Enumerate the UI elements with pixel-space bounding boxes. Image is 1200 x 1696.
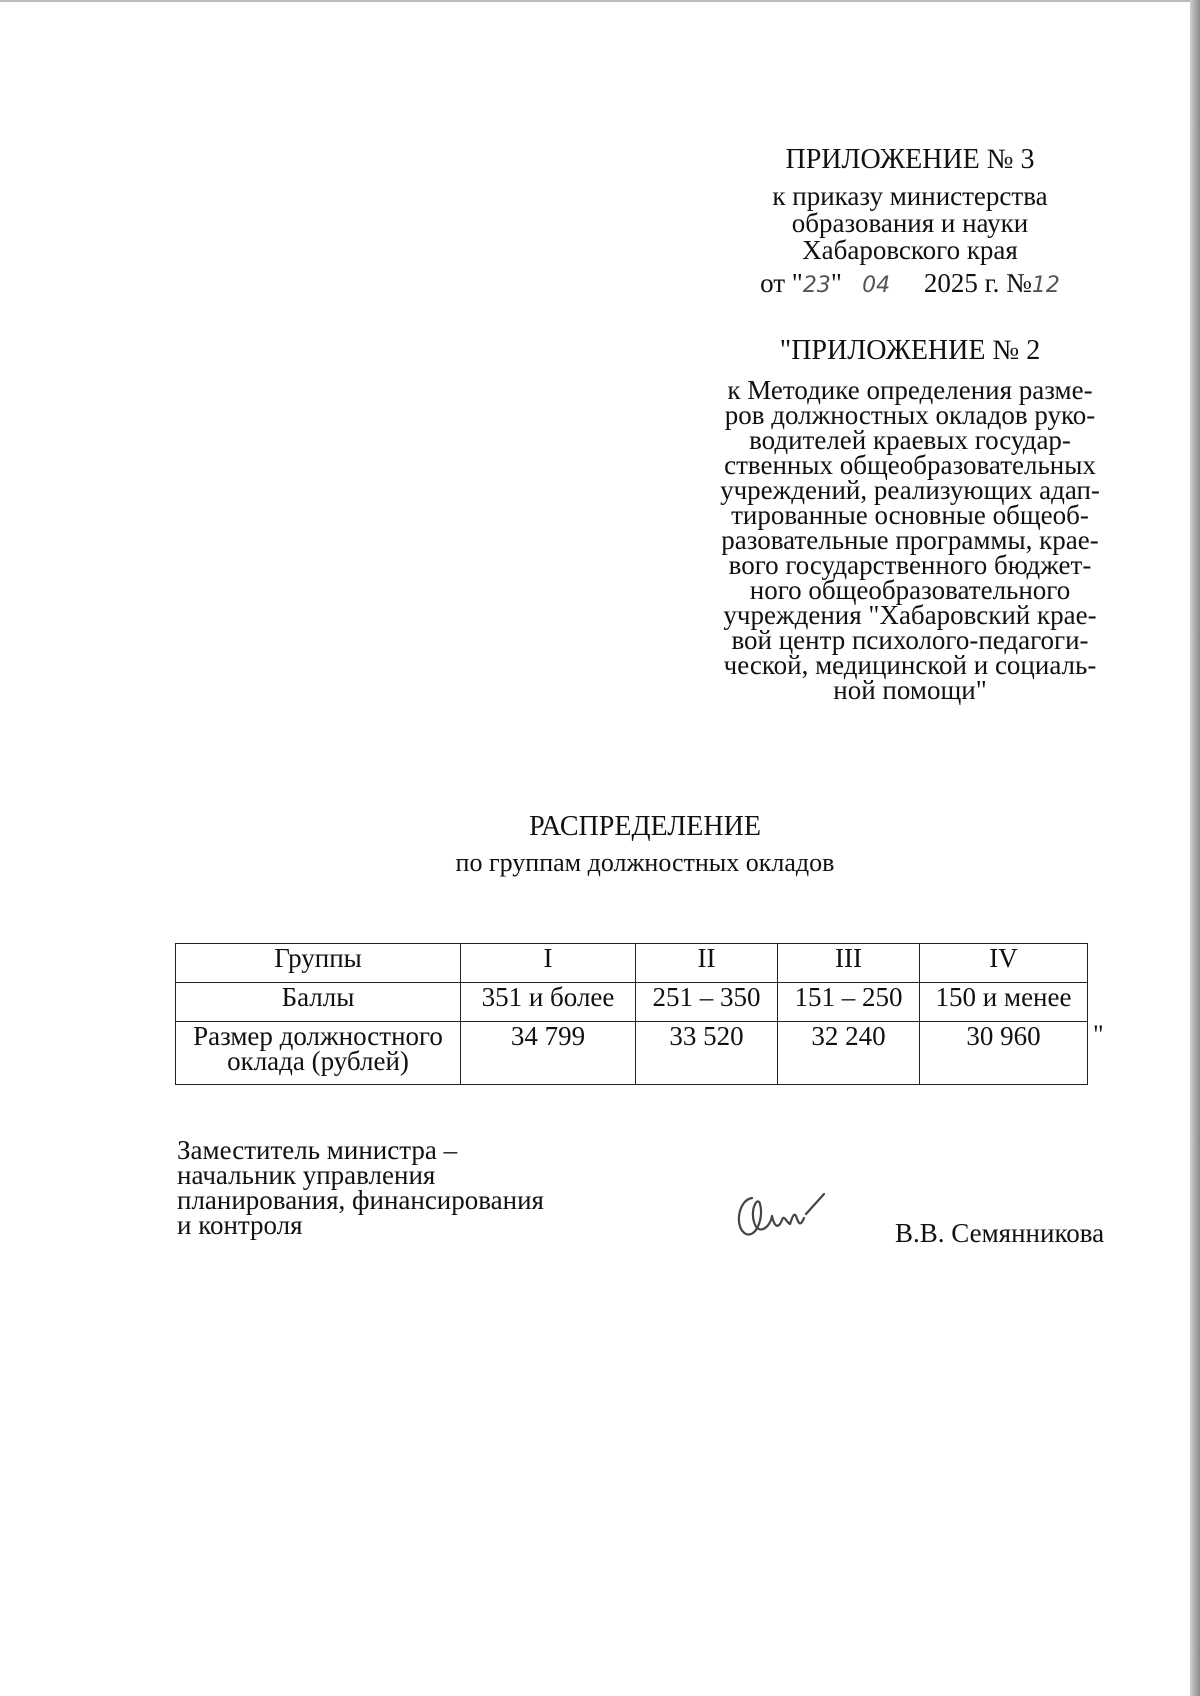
table-cell: 32 240 <box>778 1022 920 1085</box>
table-row <box>176 1022 1088 1085</box>
table-cell: 34 799 <box>461 1022 636 1085</box>
annex-2-line: к Методике определения разме- <box>727 375 1093 405</box>
table-cell: I <box>461 944 636 983</box>
signer-position-line: начальник управления <box>177 1160 436 1190</box>
salary-groups-table <box>175 943 1088 1085</box>
table-cell: 251 – 350 <box>636 983 778 1022</box>
document-heading <box>300 810 990 880</box>
annex-2-line: учреждения "Хабаровский крае- <box>723 600 1097 630</box>
annex-2-line: вого государственного бюджет- <box>728 550 1092 580</box>
salary-label-line: оклада (рублей) <box>227 1046 409 1076</box>
table-row <box>176 983 1088 1022</box>
annex-2-line: ного общеобразовательного <box>749 575 1071 605</box>
annex-2-line: разовательные программы, крае- <box>721 525 1099 555</box>
annex-2-line: ственных общеобразовательных <box>724 450 1096 480</box>
handwritten-day: 23 <box>802 273 831 298</box>
table-row <box>176 944 1088 983</box>
annex-2-block <box>700 336 1120 703</box>
scan-right-edge <box>1190 0 1200 1696</box>
table-cell: II <box>636 944 778 983</box>
annex-3-line: Хабаровского края <box>802 235 1018 265</box>
heading-title: РАСПРЕДЕЛЕНИЕ <box>529 811 761 842</box>
closing-quote: " <box>1093 1020 1104 1049</box>
table-cell: 151 – 250 <box>778 983 920 1022</box>
table-cell: 150 и менее <box>920 983 1088 1022</box>
table-cell <box>176 1022 461 1085</box>
signer-name: В.В. Семянникова <box>895 1218 1105 1248</box>
table-cell: Группы <box>176 944 461 983</box>
annex-2-line: вой центр психолого-педагоги- <box>731 625 1089 655</box>
annex-3-line: к приказу министерства <box>772 181 1048 211</box>
signer-position-line: планирования, финансирования <box>177 1185 544 1215</box>
order-date-line: от "23" 04 2025 г. №12 <box>760 268 1060 298</box>
table-cell: 30 960 <box>920 1022 1088 1085</box>
scan-top-edge <box>0 0 1190 2</box>
heading-subtitle: по группам должностных окладов <box>455 848 835 877</box>
salary-label-line: Размер должностного <box>193 1021 443 1051</box>
handwritten-signature <box>730 1178 830 1248</box>
annex-2-line: учреждений, реализующих адап- <box>720 475 1100 505</box>
table-cell: IV <box>920 944 1088 983</box>
table-cell: 33 520 <box>636 1022 778 1085</box>
annex-2-line: водителей краевых государ- <box>749 425 1071 455</box>
handwritten-month: 04 <box>862 273 891 298</box>
annex-3-block <box>740 146 1080 299</box>
annex-2-line: ной помощи" <box>833 675 987 705</box>
annex-3-title: ПРИЛОЖЕНИЕ № 3 <box>785 144 1035 175</box>
table-cell: 351 и более <box>461 983 636 1022</box>
annex-2-line: тированные основные общеоб- <box>731 500 1089 530</box>
table-cell: Баллы <box>176 983 461 1022</box>
signer-position <box>177 1135 544 1240</box>
signer-position-line: и контроля <box>177 1210 303 1240</box>
annex-2-title: "ПРИЛОЖЕНИЕ № 2 <box>779 335 1041 366</box>
table-cell: III <box>778 944 920 983</box>
signer-position-line: Заместитель министра – <box>177 1135 458 1165</box>
annex-2-line: ческой, медицинской и социаль- <box>723 650 1097 680</box>
handwritten-number: 12 <box>1031 273 1060 298</box>
annex-2-line: ров должностных окладов руко- <box>724 400 1096 430</box>
annex-3-line: образования и науки <box>791 208 1029 238</box>
